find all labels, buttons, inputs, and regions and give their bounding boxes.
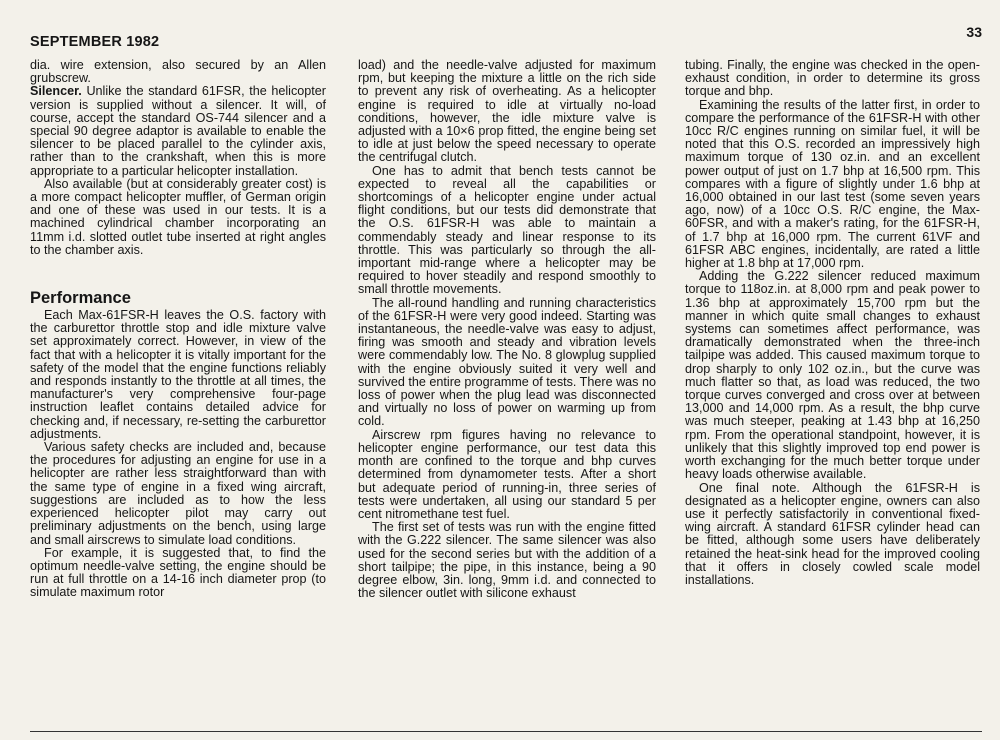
- body-paragraph: [30, 309, 326, 441]
- body-paragraph: [30, 547, 326, 600]
- body-paragraph: [358, 429, 656, 521]
- body-paragraph: [30, 59, 326, 85]
- paragraph-text: Various safety checks are included and, because the procedures for adjusting an engine for use in a helicopter are rather less straightforward than with the same type of engine in a fixed wing aircraft, suggestions are included as to how the less experienced helicopter pilot may carry out preliminary adjustments on the bench, using large and small airscrews to simulate load conditions.: [30, 440, 326, 547]
- body-paragraph: [358, 59, 656, 165]
- issue-date: SEPTEMBER 1982: [30, 34, 160, 50]
- paragraph-text: Examining the results of the latter first, in order to compare the performance of the 61FSR-H with other 10cc R/C engines running on similar fuel, it will be noted that this O.S. recorded an impressively high maximum torque of 130 oz.in. and an excellent power output of just on 1.7 bhp at 16,500 rpm. This compares with a figure of slightly under 1.6 bhp at 16,000 obtained in our last test (some seven years ago, now) of a 10cc O.S. R/C engine, the Max-60FSR, and with a maker's rating, for the 61FSR-H, of 1.7 bhp at 16,000 rpm. The current 61VF and 61FSR ABC engines, incidentally, are rated a little higher at 1.8 bhp at 17,000 rpm.: [685, 97, 980, 271]
- paragraph-text: dia. wire extension, also secured by an Allen grubscrew.: [30, 58, 326, 86]
- text-column-2: [358, 59, 656, 600]
- paragraph-text: Airscrew rpm figures having no relevance to helicopter engine performance, our test data this month are confined to the torque and bhp curves determined from dynamometer tests. After a short but adequate period of running-in, three series of tests were undertaken, all using our standard 5 per cent nitromethane test fuel.: [358, 427, 656, 521]
- section-heading: Performance: [30, 289, 131, 308]
- paragraph-text: Adding the G.222 silencer reduced maximum torque to 118oz.in. at 8,000 rpm and peak power to 1.36 bhp at approximately 15,700 rpm but the manner in which quite small changes to exhaust systems can sometimes affect performance, was dramatically demonstrated when the three-inch tailpipe was added. This caused maximum torque to drop sharply to only 102 oz.in., but the curve was much flatter so that, as load was reduced, the two torque curves converged and cross over at between 13,000 and 14,000 rpm. As a result, the bhp curve was much steeper, peaking at 1.43 bhp at 16,250 rpm. From the operational standpoint, however, it is unlikely that this slightly improved top end power is worth exchanging for the much better torque under heavy loads otherwise available.: [685, 269, 980, 482]
- paragraph-text: load) and the needle-valve adjusted for maximum rpm, but keeping the mixture a little on the rich side to prevent any risk of overheating. As a helicopter engine is required to idle at virtually no-load conditions, however, the idle mixture valve is adjusted with a 10×6 prop fitted, the engine being set to idle at just below the speed necessary to operate the centrifugal clutch.: [358, 58, 656, 165]
- paragraph-text: Also available (but at considerably greater cost) is a more compact helicopter muffler, of German origin and one of these was used in our tests. It is a machined cylindrical chamber incorporating an 11mm i.d. slotted outlet tube inserted at right angles to the chamber axis.: [30, 176, 326, 257]
- paragraph-text: One has to admit that bench tests cannot be expected to reveal all the capabilities or shortcomings of a helicopter engine under actual flight conditions, but our tests did demonstrate that the O.S. 61FSR-H was able to maintain a commendably steady and linear response to its throttle. This was particularly so through the all-important mid-range where a helicopter may be required to hover steadily and respond smoothly to small throttle movements.: [358, 163, 656, 297]
- paragraph-text: The first set of tests was run with the engine fitted with the G.222 silencer. The same silencer was also used for the second series but with the addition of a short tailpipe; the pipe, in this instance, being a 90 degree elbow, 3in. long, 9mm i.d. and connected to the silencer outlet with silicone exhaust: [358, 520, 656, 601]
- body-paragraph: [685, 59, 980, 99]
- text-column-3: [685, 59, 980, 587]
- paragraph-lead: Silencer.: [30, 84, 82, 99]
- body-paragraph: [30, 85, 326, 177]
- body-paragraph: [685, 270, 980, 481]
- paragraph-text: tubing. Finally, the engine was checked in the open-exhaust condition, in order to determine its gross torque and bhp.: [685, 58, 980, 99]
- page-number: 33: [966, 24, 982, 40]
- body-paragraph: [685, 99, 980, 271]
- paragraph-text: For example, it is suggested that, to find the optimum needle-valve setting, the engine should be run at full throttle on a 14-16 inch diameter prop (to simulate maximum rotor: [30, 545, 326, 600]
- body-paragraph: [30, 441, 326, 547]
- body-paragraph: [358, 521, 656, 600]
- paragraph-text: Unlike the standard 61FSR, the helicopter version is supplied without a silencer. It will, of course, accept the standard OS-744 silencer and a special 90 degree adaptor is available to enable the silencer to be placed parallel to the cylinder axis, rather than to the crankshaft, when this is more appropriate to a particular helicopter installation.: [30, 84, 326, 178]
- body-paragraph: [30, 178, 326, 257]
- paragraph-text: One final note. Although the 61FSR-H is designated as a helicopter engine, owners can also use it perfectly satisfactorily in conventional fixed-wing aircraft. A standard 61FSR cylinder head can be fitted, although some users have deliberately retained the heat-sink head for the improved cooling that it offers in closely cowled scale model installations.: [685, 480, 980, 587]
- body-paragraph: [358, 165, 656, 297]
- body-paragraph: [685, 482, 980, 588]
- bottom-rule: [30, 731, 982, 732]
- paragraph-text: Each Max-61FSR-H leaves the O.S. factory with the carburettor throttle stop and idle mixture valve set approximately correct. However, in view of the fact that with a helicopter it is vitally important for the safety of the model that the engine functions reliably and responds instantly to the throttle at all times, the manufacturer's very comprehensive four-page instruction leaflet contains detailed advice for checking and, if necessary, re-setting the carburettor adjustments.: [30, 308, 326, 441]
- text-column-1: [30, 59, 326, 600]
- paragraph-text: The all-round handling and running characteristics of the 61FSR-H were very good indeed. Starting was instantaneous, the needle-valve was easy to adjust, firing was smooth and steady and vibration levels were commendably low. The No. 8 glowplug supplied with the engine obviously suited it very well and survived the entire programme of tests. There was no loss of power when the plug lead was disconnected and virtually no loss of power on warming up from cold.: [358, 295, 656, 429]
- body-paragraph: [358, 297, 656, 429]
